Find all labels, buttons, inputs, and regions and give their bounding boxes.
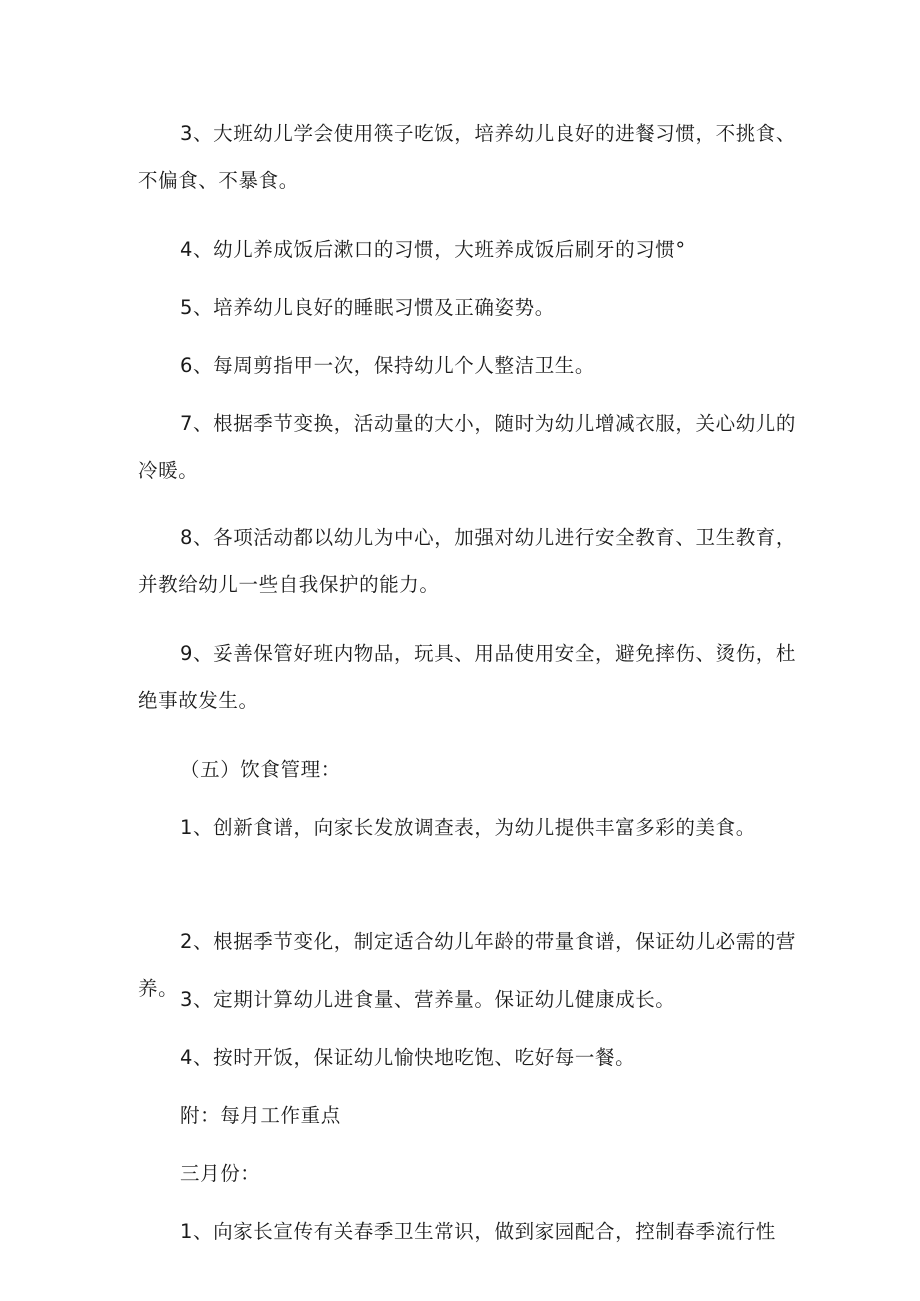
paragraph-meal-habits: 3、大班幼儿学会使用筷子吃饭，培养幼儿良好的进餐习惯，不挑食、不偏食、不暴食。 bbox=[138, 122, 797, 192]
section-heading-diet: （五）饮食管理： bbox=[180, 758, 341, 781]
paragraph-sleep-habits: 5、培养幼儿良好的睡眠习惯及正确姿势。 bbox=[180, 296, 555, 319]
paragraph-safety-education: 8、各项活动都以幼儿为中心，加强对幼儿进行安全教育、卫生教育，并教给幼儿一些自我保护的能力。 bbox=[138, 526, 797, 596]
paragraph-seasonal-menu: 2、根据季节变化，制定适合幼儿年龄的带量食谱，保证幼儿必需的营养。 bbox=[138, 930, 797, 1000]
paragraph-intake: 3、定期计算幼儿进食量、营养量。保证幼儿健康成长。 bbox=[180, 988, 676, 1011]
paragraph-nail-trimming: 6、每周剪指甲一次，保持幼儿个人整洁卫生。 bbox=[180, 354, 596, 377]
paragraph-clothing: 7、根据季节变换，活动量的大小，随时为幼儿增减衣服，关心幼儿的冷暖。 bbox=[138, 412, 797, 482]
paragraph-menu: 1、创新食谱，向家长发放调查表，为幼儿提供丰富多彩的美食。 bbox=[180, 816, 756, 839]
paragraph-mouth-rinse: 4、幼儿养成饭后漱口的习惯，大班养成饭后刷牙的习惯° bbox=[180, 238, 686, 261]
heading-monthly-focus: 附：每月工作重点 bbox=[180, 1104, 341, 1127]
paragraph-item-safety: 9、妥善保管好班内物品，玩具、用品使用安全，避免摔伤、烫伤，杜绝事故发生。 bbox=[138, 642, 797, 712]
heading-march: 三月份： bbox=[180, 1162, 261, 1185]
paragraph-spring-hygiene: 1、向家长宣传有关春季卫生常识，做到家园配合，控制春季流行性 bbox=[180, 1220, 776, 1243]
paragraph-meal-times: 4、按时开饭，保证幼儿愉快地吃饱、吃好每一餐。 bbox=[180, 1046, 636, 1069]
